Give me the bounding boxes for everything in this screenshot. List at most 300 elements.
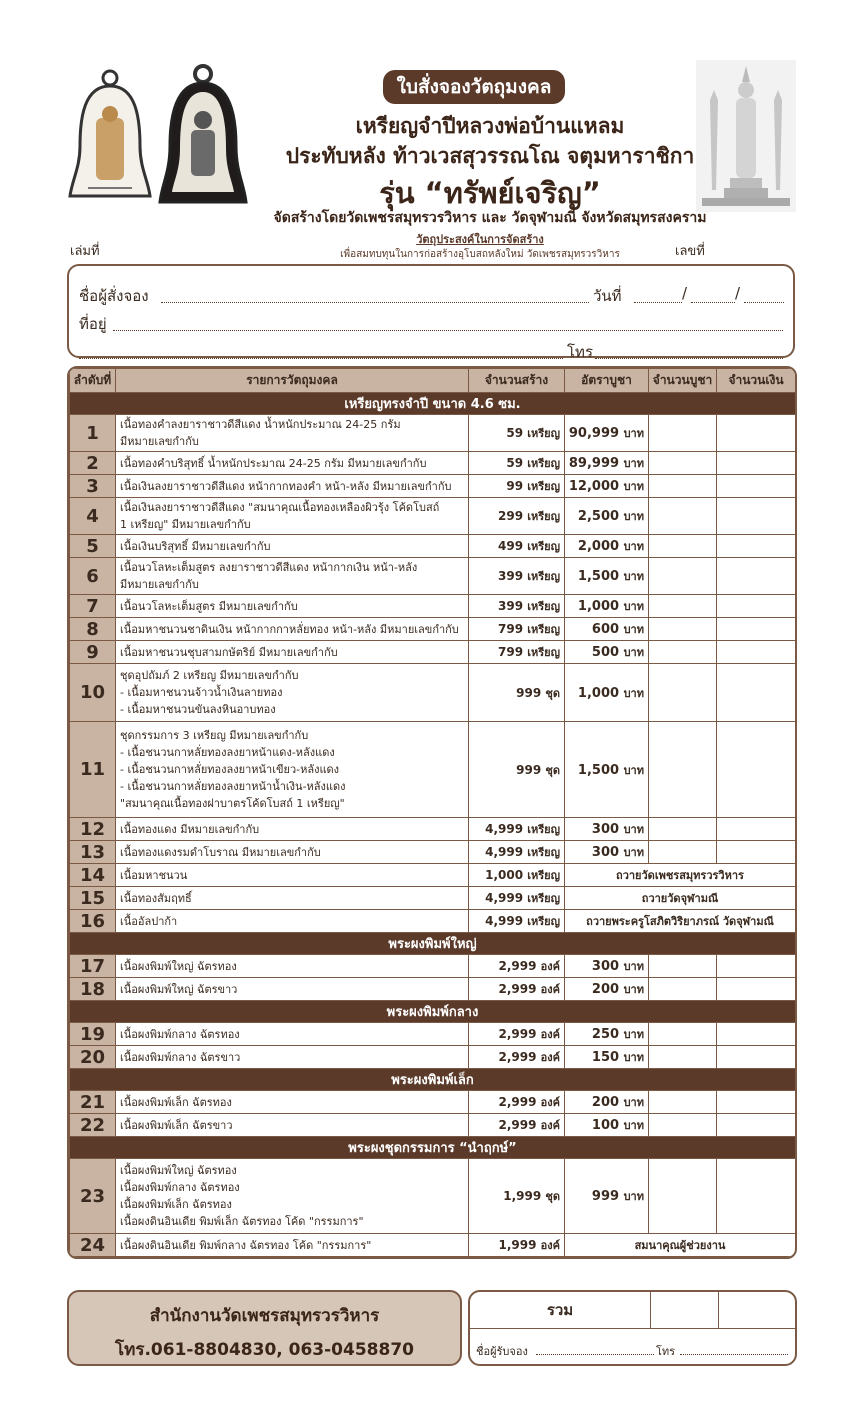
table-row [70, 1046, 796, 1069]
date-day-field[interactable] [634, 288, 682, 303]
item-description [116, 595, 469, 618]
offering-rate-value: 250 [591, 1027, 620, 1042]
order-quantity-cell[interactable] [649, 1046, 717, 1069]
offering-rate-value: 2,000 [577, 539, 620, 554]
row-number: 10 [70, 664, 116, 722]
order-quantity-cell[interactable] [649, 955, 717, 978]
order-amount-cell[interactable] [717, 1046, 796, 1069]
order-quantity-cell[interactable] [649, 558, 717, 595]
production-unit: องค์ [540, 960, 560, 973]
production-count [469, 864, 565, 887]
currency-unit: บาท [623, 427, 644, 440]
production-count-value: 2,999 [498, 1050, 537, 1064]
order-quantity-cell[interactable] [649, 595, 717, 618]
item-description-line: 1 เหรียญ" มีหมายเลขกำกับ [120, 518, 251, 531]
purpose-text: เพื่อสมทบทุนในการก่อสร้างอุโบสถหลังใหม่ วัดเพชรสมุทรวรวิหาร [340, 249, 620, 260]
order-quantity-cell[interactable] [649, 1114, 717, 1137]
document-badge: ใบสั่งจองวัตถุมงคล [383, 70, 565, 104]
offering-rate-value: 100 [591, 1118, 620, 1133]
item-description [116, 498, 469, 535]
production-count [469, 595, 565, 618]
section-header-row [70, 1137, 796, 1159]
row-number: 23 [70, 1159, 116, 1234]
item-description-line: เนื้อผงพิมพ์ใหญ่ ฉัตรทอง [120, 959, 237, 973]
production-unit: เหรียญ [527, 510, 560, 523]
section-title: พระผงพิมพ์กลาง [70, 1001, 796, 1023]
order-amount-cell[interactable] [717, 1159, 796, 1234]
offering-rate [565, 452, 649, 475]
header-production: จำนวนสร้าง [469, 369, 565, 393]
item-description-line: เนื้อผงดินอินเดีย พิมพ์เล็ก ฉัตรทอง โค้ด "กรรมการ" [120, 1215, 364, 1228]
order-quantity-cell[interactable] [649, 978, 717, 1001]
currency-unit: บาท [623, 600, 644, 613]
item-description [116, 841, 469, 864]
offering-rate-value: 1,500 [577, 569, 620, 584]
offering-rate [565, 618, 649, 641]
item-description-line: เนื้อเงินบริสุทธิ์ มีหมายเลขกำกับ [120, 539, 271, 553]
row-number: 3 [70, 475, 116, 498]
row-number: 4 [70, 498, 116, 535]
production-count [469, 818, 565, 841]
amulet-front-image [66, 68, 154, 210]
production-count-value: 99 [506, 479, 524, 493]
table-row [70, 864, 796, 887]
order-amount-cell[interactable] [717, 452, 796, 475]
order-quantity-cell[interactable] [649, 618, 717, 641]
offering-rate-value: 1,000 [577, 599, 620, 614]
item-description-line: เนื้อผงพิมพ์เล็ก ฉัตรทอง [120, 1095, 232, 1109]
row-number: 21 [70, 1091, 116, 1114]
item-description-line: เนื้อทองแดงรมดำโบราณ มีหมายเลขกำกับ [120, 845, 321, 859]
item-description-line: เนื้อนวโลหะเต็มสูตร มีหมายเลขกำกับ [120, 599, 298, 613]
item-description [116, 641, 469, 664]
section-header-row [70, 1069, 796, 1091]
production-count-value: 299 [498, 509, 524, 523]
order-amount-cell[interactable] [717, 1114, 796, 1137]
item-description-line: - เนื้อชนวนกาหลั่ยทองลงยาหน้าแดง-หลังแดง [120, 746, 335, 759]
table-row [70, 887, 796, 910]
currency-unit: บาท [623, 983, 644, 996]
production-count [469, 452, 565, 475]
offering-rate [565, 415, 649, 452]
order-amount-cell[interactable] [717, 535, 796, 558]
row-number: 14 [70, 864, 116, 887]
date-month-field[interactable] [691, 288, 735, 303]
order-amount-cell[interactable] [717, 415, 796, 452]
customer-info-box: ชื่อผู้สั่งจอง วันที่ / / ที่อยู่ โทร [67, 264, 795, 358]
table-row [70, 1159, 796, 1234]
offering-rate [565, 978, 649, 1001]
offering-rate-value: 1,000 [577, 685, 620, 701]
production-unit: องค์ [540, 1028, 560, 1041]
offering-rate [565, 664, 649, 722]
phone-label: โทร [567, 343, 594, 361]
item-description-line: ชุดกรรมการ 3 เหรียญ มีหมายเลขกำกับ [120, 729, 309, 742]
item-description-line: เนื้อผงพิมพ์กลาง ฉัตรขาว [120, 1050, 241, 1064]
row-number: 6 [70, 558, 116, 595]
order-quantity-cell[interactable] [649, 535, 717, 558]
phone-field[interactable] [595, 344, 783, 359]
table-row [70, 818, 796, 841]
table-row [70, 722, 796, 818]
total-label: รวม [470, 1292, 651, 1329]
row-number: 9 [70, 641, 116, 664]
production-count [469, 641, 565, 664]
row-number: 13 [70, 841, 116, 864]
currency-unit: บาท [623, 846, 644, 859]
currency-unit: บาท [623, 480, 644, 493]
order-quantity-cell[interactable] [649, 1091, 717, 1114]
item-description [116, 722, 469, 818]
production-count [469, 841, 565, 864]
offering-rate [565, 475, 649, 498]
production-unit: เหรียญ [527, 540, 560, 553]
address-field-2[interactable] [79, 344, 563, 359]
table-row [70, 595, 796, 618]
row-number: 19 [70, 1023, 116, 1046]
currency-unit: บาท [623, 1096, 644, 1109]
currency-unit: บาท [623, 457, 644, 470]
row-number: 1 [70, 415, 116, 452]
table-row [70, 910, 796, 933]
purpose-title: วัตถุประสงค์ในการจัดสร้าง [416, 233, 544, 246]
item-description-line: เนื้อทองคำลงยาราชาวดีสีแดง น้ำหนักประมาณ 24-25 กรัม [120, 418, 401, 431]
item-description-line: "สมนาคุณเนื้อทองฝาบาตรโค้ดโบสถ์ 1 เหรียญ" [120, 797, 345, 810]
order-amount-cell[interactable] [717, 1023, 796, 1046]
receiver-label: ชื่อผู้รับจอง [476, 1345, 528, 1358]
order-quantity-cell[interactable] [649, 415, 717, 452]
donation-note: ถวายพระครูโสภิตวิริยาภรณ์ วัดจุฬามณี [565, 910, 796, 933]
row-number: 11 [70, 722, 116, 818]
currency-unit: บาท [623, 1028, 644, 1041]
production-count-value: 2,999 [498, 982, 537, 996]
section-header-row [70, 1001, 796, 1023]
production-count-value: 999 [516, 762, 542, 777]
section-header-row [70, 393, 796, 415]
currency-unit: บาท [623, 623, 644, 636]
production-count-value: 4,999 [485, 914, 524, 928]
offering-rate [565, 1114, 649, 1137]
table-row [70, 955, 796, 978]
offering-rate [565, 498, 649, 535]
currency-unit: บาท [623, 646, 644, 659]
production-count [469, 535, 565, 558]
offering-rate-value: 999 [591, 1189, 620, 1204]
order-quantity-cell[interactable] [649, 664, 717, 722]
production-count [469, 887, 565, 910]
production-unit: เหรียญ [527, 915, 560, 928]
production-count-value: 1,000 [485, 868, 524, 882]
offering-rate [565, 1091, 649, 1114]
offering-rate-value: 89,999 [568, 456, 620, 471]
production-count [469, 1234, 565, 1257]
item-description-line: เนื้อมหาชนวน [120, 868, 188, 882]
order-amount-cell[interactable] [717, 641, 796, 664]
header-quantity: จำนวนบูชา [649, 369, 717, 393]
offering-rate-value: 300 [591, 822, 620, 837]
production-unit: เหรียญ [527, 823, 560, 836]
production-unit: เหรียญ [527, 600, 560, 613]
table-row [70, 618, 796, 641]
donation-note: ถวายวัดเพชรสมุทรวรวิหาร [565, 864, 796, 887]
table-row [70, 558, 796, 595]
item-description [116, 818, 469, 841]
offering-rate [565, 595, 649, 618]
currency-unit: บาท [623, 570, 644, 583]
header-rate: อัตราบูชา [565, 369, 649, 393]
production-unit: ชุด [545, 763, 560, 777]
receiver-phone-label: โทร [656, 1345, 676, 1358]
production-count [469, 558, 565, 595]
production-count-value: 2,999 [498, 1118, 537, 1132]
production-count [469, 664, 565, 722]
order-amount-cell[interactable] [717, 841, 796, 864]
order-table [67, 366, 797, 1259]
order-amount-cell[interactable] [717, 595, 796, 618]
order-quantity-cell[interactable] [649, 818, 717, 841]
item-description-line: มีหมายเลขกำกับ [120, 435, 199, 448]
currency-unit: บาท [623, 1119, 644, 1132]
production-unit: เหรียญ [527, 869, 560, 882]
production-count [469, 415, 565, 452]
date-year-field[interactable] [744, 288, 784, 303]
item-description-line: มีหมายเลขกำกับ [120, 578, 199, 591]
production-count-value: 999 [516, 685, 542, 700]
row-number: 15 [70, 887, 116, 910]
table-row [70, 475, 796, 498]
item-description [116, 910, 469, 933]
item-description [116, 955, 469, 978]
form-number-label: เลขที่ [675, 244, 705, 259]
offering-rate [565, 841, 649, 864]
currency-unit: บาท [623, 1190, 644, 1203]
section-header-row [70, 933, 796, 955]
item-description [116, 618, 469, 641]
customer-name-label: ชื่อผู้สั่งจอง [79, 287, 149, 305]
production-count-value: 399 [498, 599, 524, 613]
section-title: พระผงพิมพ์ใหญ่ [70, 933, 796, 955]
offering-rate-value: 200 [591, 982, 620, 997]
date-label: วันที่ [593, 287, 622, 305]
item-description-line: - เนื้อชนวนกาหลั่ยทองลงยาหน้าเขียว-หลังแดง [120, 763, 340, 776]
item-description-line: เนื้อผงพิมพ์เล็ก ฉัตรขาว [120, 1118, 233, 1132]
item-description [116, 887, 469, 910]
item-description [116, 535, 469, 558]
production-count [469, 1091, 565, 1114]
offering-rate-value: 90,999 [568, 426, 620, 441]
production-unit: องค์ [540, 1119, 560, 1132]
address-field[interactable] [113, 316, 783, 331]
offering-rate-value: 500 [591, 645, 620, 660]
row-number: 17 [70, 955, 116, 978]
order-amount-cell[interactable] [717, 498, 796, 535]
production-count-value: 2,999 [498, 1095, 537, 1109]
production-count-value: 4,999 [485, 822, 524, 836]
header-amount: จำนวนเงิน [717, 369, 796, 393]
offering-rate-value: 150 [591, 1050, 620, 1065]
item-description-line: เนื้อเงินลงยาราชาวดีสีแดง "สมนาคุณเนื้อทองเหลืองผิวรุ้ง โค้ดโบสถ์ [120, 501, 440, 514]
table-row [70, 1234, 796, 1257]
currency-unit: บาท [623, 960, 644, 973]
row-number: 16 [70, 910, 116, 933]
receiver-field[interactable] [536, 1344, 654, 1355]
donation-note: ถวายวัดจุฬามณี [565, 887, 796, 910]
row-number: 22 [70, 1114, 116, 1137]
title-line-1: เหรียญจำปีหลวงพ่อบ้านแหลม [355, 114, 625, 138]
offering-rate-value: 300 [591, 959, 620, 974]
production-count [469, 722, 565, 818]
item-description-line: เนื้อผงพิมพ์กลาง ฉัตรทอง [120, 1027, 240, 1041]
offering-rate [565, 1023, 649, 1046]
production-count-value: 399 [498, 569, 524, 583]
total-quantity-cell[interactable] [650, 1292, 719, 1329]
row-number: 20 [70, 1046, 116, 1069]
production-count-value: 2,999 [498, 959, 537, 973]
currency-unit: บาท [623, 686, 644, 700]
order-amount-cell[interactable] [717, 818, 796, 841]
item-description [116, 864, 469, 887]
item-description-line: เนื้อเงินลงยาราชาวดีสีแดง หน้ากากทองคำ หน้า-หลัง มีหมายเลขกำกับ [120, 479, 452, 493]
production-count-value: 799 [498, 645, 524, 659]
production-count-value: 1,999 [498, 1238, 537, 1252]
order-amount-cell[interactable] [717, 618, 796, 641]
row-number: 18 [70, 978, 116, 1001]
address-label: ที่อยู่ [79, 315, 107, 333]
order-amount-cell[interactable] [717, 664, 796, 722]
production-unit: ชุด [545, 686, 560, 700]
item-description-line: - เนื้อมหาชนวนจ้าวน้ำเงินลายทอง [120, 686, 283, 699]
book-number-label: เล่มที่ [70, 244, 100, 259]
item-description [116, 978, 469, 1001]
currency-unit: บาท [623, 510, 644, 523]
item-description-line: เนื้อมหาชนวนชุบสามกษัตริย์ มีหมายเลขกำกับ [120, 645, 338, 659]
production-count-value: 59 [506, 456, 524, 470]
offering-rate [565, 641, 649, 664]
order-amount-cell[interactable] [717, 475, 796, 498]
order-quantity-cell[interactable] [649, 475, 717, 498]
production-count [469, 955, 565, 978]
item-description-line: เนื้อทองคำบริสุทธิ์ น้ำหนักประมาณ 24-25 กรัม มีหมายเลขกำกับ [120, 456, 427, 470]
table-row [70, 841, 796, 864]
table-row [70, 664, 796, 722]
item-description-line: เนื้อผงดินอินเดีย พิมพ์กลาง ฉัตรทอง โค้ด "กรรมการ" [120, 1238, 372, 1252]
production-count [469, 498, 565, 535]
production-count [469, 1114, 565, 1137]
item-description [116, 1023, 469, 1046]
order-quantity-cell[interactable] [649, 841, 717, 864]
title-line-2: ประทับหลัง ท้าวเวสสุวรรณโณ จตุมหาราชิกา [285, 144, 695, 168]
total-box [468, 1290, 797, 1366]
row-number: 8 [70, 618, 116, 641]
row-number: 12 [70, 818, 116, 841]
production-count-value: 4,999 [485, 891, 524, 905]
item-description-line: เนื้อผงพิมพ์ใหญ่ ฉัตรทอง [120, 1164, 237, 1177]
item-description [116, 1114, 469, 1137]
order-quantity-cell[interactable] [649, 1159, 717, 1234]
production-count-value: 59 [506, 426, 524, 440]
production-unit: เหรียญ [527, 892, 560, 905]
table-row [70, 978, 796, 1001]
production-unit: เหรียญ [527, 480, 560, 493]
order-quantity-cell[interactable] [649, 498, 717, 535]
section-title: พระผงพิมพ์เล็ก [70, 1069, 796, 1091]
table-row [70, 415, 796, 452]
order-quantity-cell[interactable] [649, 1023, 717, 1046]
row-number: 24 [70, 1234, 116, 1257]
order-quantity-cell[interactable] [649, 452, 717, 475]
production-count-value: 2,999 [498, 1027, 537, 1041]
production-unit: เหรียญ [527, 570, 560, 583]
offering-rate-value: 1,500 [577, 762, 620, 778]
order-amount-cell[interactable] [717, 955, 796, 978]
production-unit: เหรียญ [527, 646, 560, 659]
offering-rate [565, 955, 649, 978]
production-unit: องค์ [540, 1239, 560, 1252]
section-title: เหรียญทรงจำปี ขนาด 4.6 ซม. [70, 393, 796, 415]
item-description-line: ชุดอุปถัมภ์ 2 เหรียญ มีหมายเลขกำกับ [120, 669, 299, 682]
total-amount-cell[interactable] [718, 1292, 797, 1329]
production-unit: องค์ [540, 1096, 560, 1109]
production-count-value: 1,999 [503, 1189, 542, 1203]
receiver-phone-field[interactable] [680, 1344, 788, 1355]
order-amount-cell[interactable] [717, 978, 796, 1001]
item-description-line: เนื้อทองสัมฤทธิ์ [120, 891, 192, 905]
item-description [116, 558, 469, 595]
item-description [116, 452, 469, 475]
production-unit: เหรียญ [527, 427, 560, 440]
customer-name-field[interactable] [161, 288, 589, 303]
table-row [70, 1091, 796, 1114]
office-name: สำนักงานวัดเพชรสมุทรวรวิหาร [149, 1306, 380, 1326]
item-description [116, 1091, 469, 1114]
row-number: 7 [70, 595, 116, 618]
table-row [70, 1114, 796, 1137]
item-description-line: - เนื้อมหาชนวนขันลงหินอาบทอง [120, 703, 276, 716]
edition-title: รุ่น “ทรัพย์เจริญ” [379, 176, 601, 210]
item-description [116, 1159, 469, 1234]
production-count [469, 475, 565, 498]
order-amount-cell[interactable] [717, 1091, 796, 1114]
currency-unit: บาท [623, 1051, 644, 1064]
table-header-row [70, 369, 796, 393]
order-amount-cell[interactable] [717, 722, 796, 818]
offering-rate-value: 2,500 [577, 509, 620, 524]
order-quantity-cell[interactable] [649, 722, 717, 818]
production-count [469, 1023, 565, 1046]
header-item: รายการวัตถุมงคล [116, 369, 469, 393]
production-unit: องค์ [540, 1051, 560, 1064]
row-number: 5 [70, 535, 116, 558]
production-count [469, 618, 565, 641]
section-title: พระผงชุดกรรมการ “นำฤกษ์” [70, 1137, 796, 1159]
table-row [70, 641, 796, 664]
table-row [70, 535, 796, 558]
offering-rate [565, 1159, 649, 1234]
currency-unit: บาท [623, 823, 644, 836]
production-count-value: 499 [498, 539, 524, 553]
order-amount-cell[interactable] [717, 558, 796, 595]
item-description-line: เนื้อผงพิมพ์เล็ก ฉัตรทอง [120, 1198, 232, 1211]
production-unit: องค์ [540, 983, 560, 996]
donation-note: สมนาคุณผู้ช่วยงาน [565, 1234, 796, 1257]
offering-rate-value: 600 [591, 622, 620, 637]
offering-rate [565, 1046, 649, 1069]
item-description-line: เนื้อทองแดง มีหมายเลขกำกับ [120, 822, 260, 836]
organizer-line: จัดสร้างโดยวัดเพชรสมุทรวรวิหาร และ วัดจุฬามณี จังหวัดสมุทรสงคราม [273, 210, 707, 226]
production-count [469, 1159, 565, 1234]
production-count [469, 910, 565, 933]
order-quantity-cell[interactable] [649, 641, 717, 664]
